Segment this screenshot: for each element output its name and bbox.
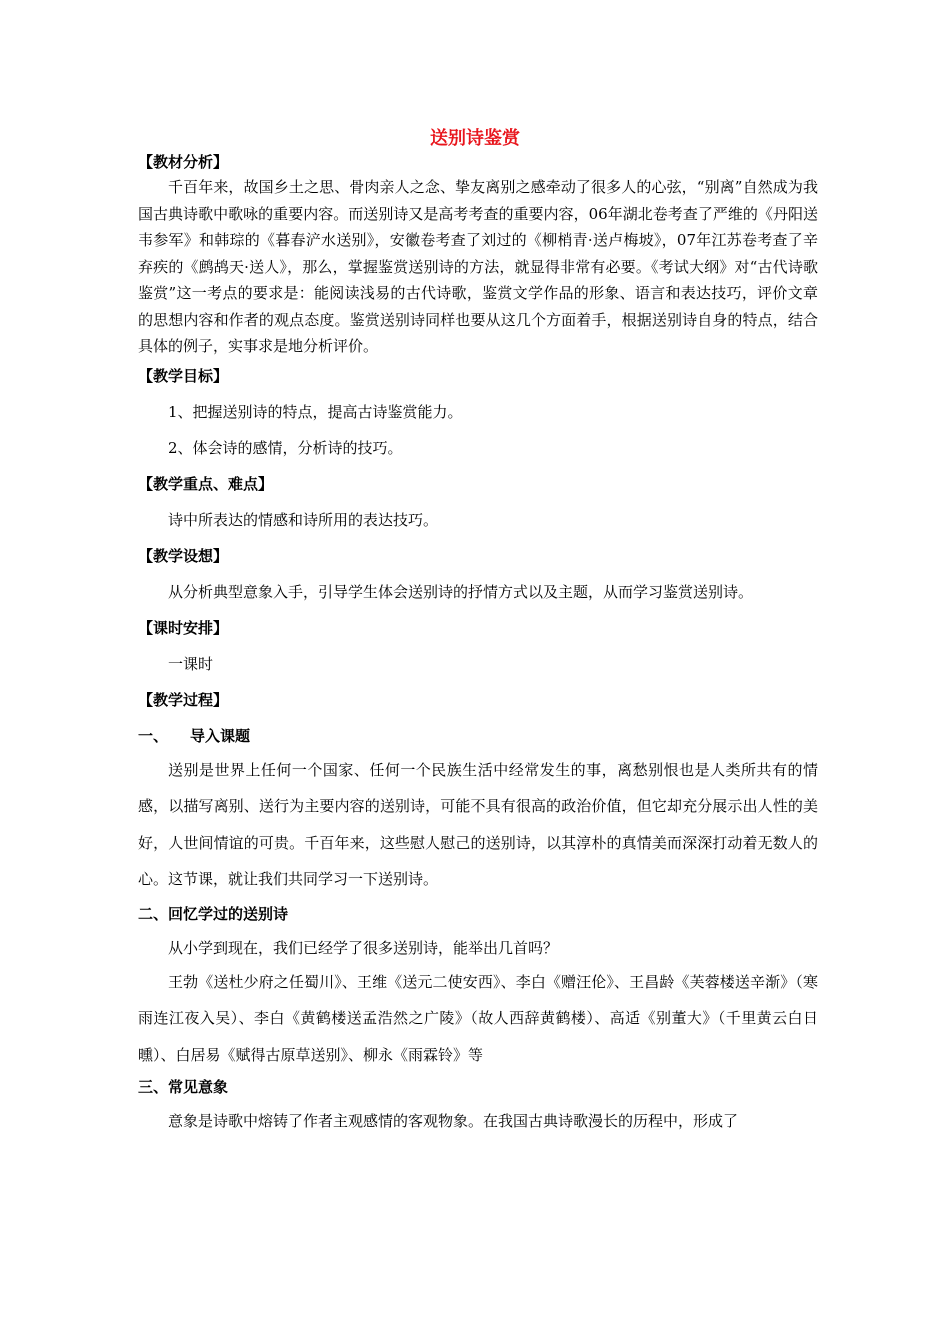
goal-item: 2、体会诗的感情，分析诗的技巧。 — [168, 438, 403, 457]
step-number: 三、 — [138, 1078, 169, 1096]
section-heading-analysis: 【教材分析】 — [138, 153, 229, 171]
section-heading-schedule: 【课时安排】 — [138, 618, 229, 637]
process-step-heading — [138, 724, 818, 748]
step-title: 导入课题 — [190, 726, 251, 745]
process-step-heading — [138, 1075, 818, 1099]
analysis-paragraph: 千百年来，故国乡土之思、骨肉亲人之念、挚友离别之感牵动了很多人的心弦，“别离”自然成为我国古典诗歌中歌咏的重要内容。而送别诗又是高考考查的重要内容，06年湖北卷考查了严维的《丹阳送韦参军》和韩琮的《暮春浐水送别》，安徽卷考查了刘过的《柳梢青·送卢梅坡》，07年江苏卷考查了辛弃疾的《鹧鸪天·送人》，那么，掌握鉴赏送别诗的方法，就显得非常有必要。《考试大纲》对“古代诗歌鉴赏”这一考点的要求是：能阅读浅易的古代诗歌，鉴赏文学作品的形象、语言和表达技巧，评价文章的思想内容和作者的观点态度。鉴赏送别诗同样也要从这几个方面着手，根据送别诗自身的特点，结合具体的例子，实事求是地分析评价。 — [138, 178, 818, 355]
section-heading-design: 【教学设想】 — [138, 546, 229, 565]
section-heading-goals: 【教学目标】 — [138, 366, 229, 385]
focus-paragraph: 诗中所表达的情感和诗所用的表达技巧。 — [168, 510, 439, 529]
imagery-paragraph: 意象是诗歌中熔铸了作者主观感情的客观物象。在我国古典诗歌漫长的历程中，形成了 — [168, 1112, 739, 1130]
process-step-heading — [138, 902, 818, 926]
schedule-paragraph: 一课时 — [168, 654, 214, 673]
document-body — [138, 150, 818, 1133]
section-heading-focus: 【教学重点、难点】 — [138, 474, 274, 493]
recall-question: 从小学到现在，我们已经学了很多送别诗，能举出几首吗？ — [168, 938, 559, 957]
step-title: 回忆学过的送别诗 — [168, 904, 289, 923]
step-title: 常见意象 — [168, 1078, 229, 1096]
step-number: 一、 — [138, 726, 169, 745]
goal-item: 1、把握送别诗的特点，提高古诗鉴赏能力。 — [168, 402, 463, 421]
design-paragraph: 从分析典型意象入手，引导学生体会送别诗的抒情方式以及主题，从而学习鉴赏送别诗。 — [168, 582, 754, 601]
section-heading-process: 【教学过程】 — [138, 690, 229, 709]
intro-paragraph: 送别是世界上任何一个国家、任何一个民族生活中经常发生的事，离愁别恨也是人类所共有的情感，以描写离别、送行为主要内容的送别诗，可能不具有很高的政治价值，但它却充分展示出人性的美好，人世间情谊的可贵。千百年来，这些慰人慰己的送别诗，以其淳朴的真情美而深深打动着无数人的心。这节课，就让我们共同学习一下送别诗。 — [138, 760, 818, 888]
step-number: 二、 — [138, 904, 169, 923]
document-title: 送别诗鉴赏 — [430, 128, 520, 149]
recall-poem-list: 王勃《送杜少府之任蜀川》、王维《送元二使安西》、李白《赠汪伦》、王昌龄《芙蓉楼送辛渐》（寒雨连江夜入吴）、李白《黄鹤楼送孟浩然之广陵》（故人西辞黄鹤楼）、高适《别董大》（千里黄云白日曛）、白居易《赋得古原草送别》、柳永《雨霖铃》等 — [138, 972, 818, 1064]
